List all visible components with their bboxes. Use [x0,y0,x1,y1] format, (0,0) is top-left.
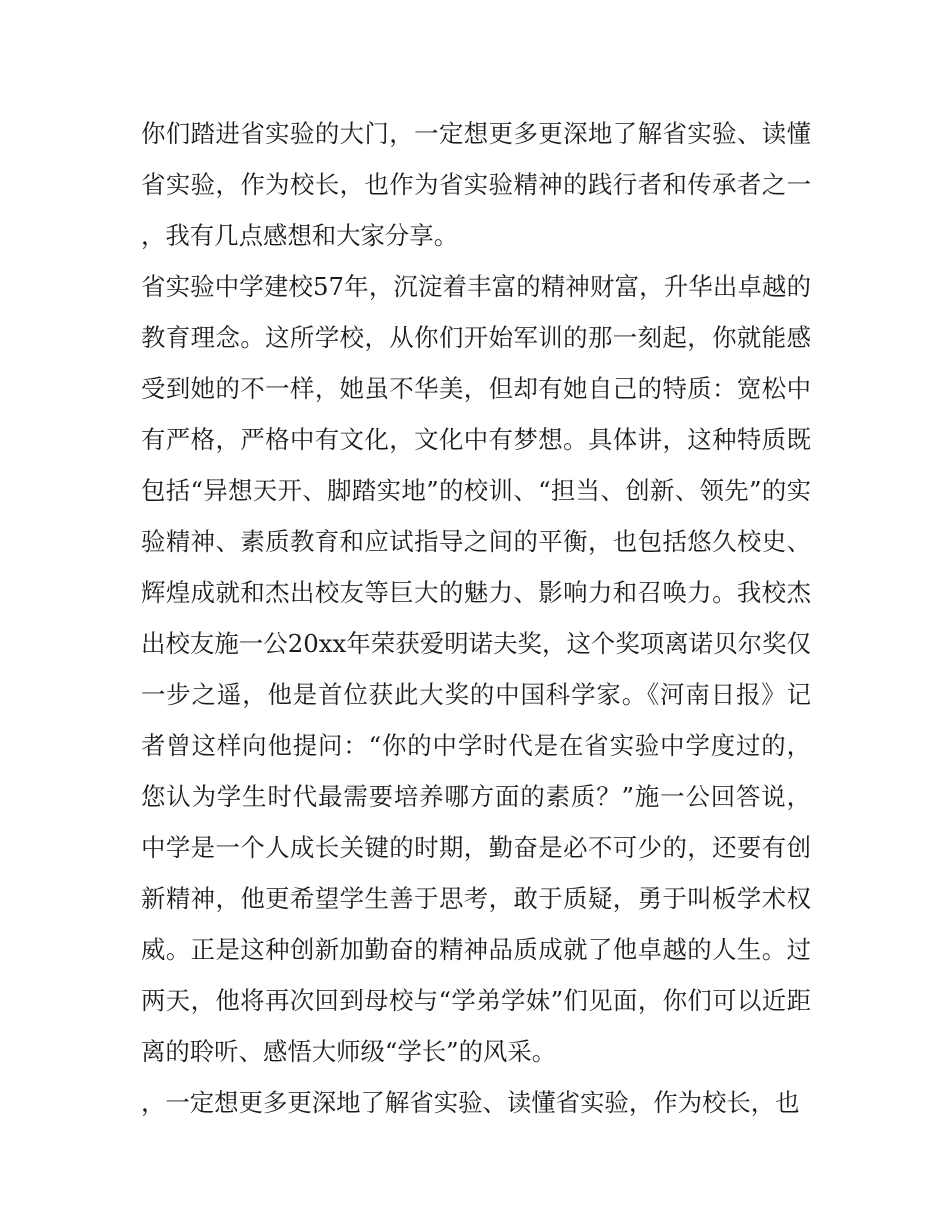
paragraph-3: ，一定想更多更深地了解省实验、读懂省实验，作为校长，也 [141,1088,800,1117]
document-body [141,108,811,1128]
paragraph-1: 你们踏进省实验的大门，一定想更多更深地了解省实验、读懂省实验，作为校长，也作为省实验精神的践行者和传承者之一，我有几点感想和大家分享。 [141,119,811,250]
paragraph-2: 省实验中学建校57年，沉淀着丰富的精神财富，升华出卓越的教育理念。这所学校，从你们开始军训的那一刻起，你就能感受到她的不一样，她虽不华美，但却有她自己的特质：宽松中有严格，严格中有文化，文化中有梦想。具体讲，这种特质既包括“异想天开、脚踏实地”的校训、“担当、创新、领先”的实验精神、素质教育和应试指导之间的平衡，也包括悠久校史、辉煌成就和杰出校友等巨大的魅力、影响力和召唤力。我校杰出校友施一公20xx年荣获爱明诺夫奖，这个奖项离诺贝尔奖仅一步之遥，他是首位获此大奖的中国科学家。《河南日报》记者曾这样向他提问：“你的中学时代是在省实验中学度过的，您认为学生时代最需要培养哪方面的素质？”施一公回答说，中学是一个人成长关键的时期，勤奋是必不可少的，还要有创新精神，他更希望学生善于思考，敢于质疑，勇于叫板学术权威。正是这种创新加勤奋的精神品质成就了他卓越的人生。过两天，他将再次回到母校与“学弟学妹”们见面，你们可以近距离的聆听、感悟大师级“学长”的风采。 [141,272,811,1066]
